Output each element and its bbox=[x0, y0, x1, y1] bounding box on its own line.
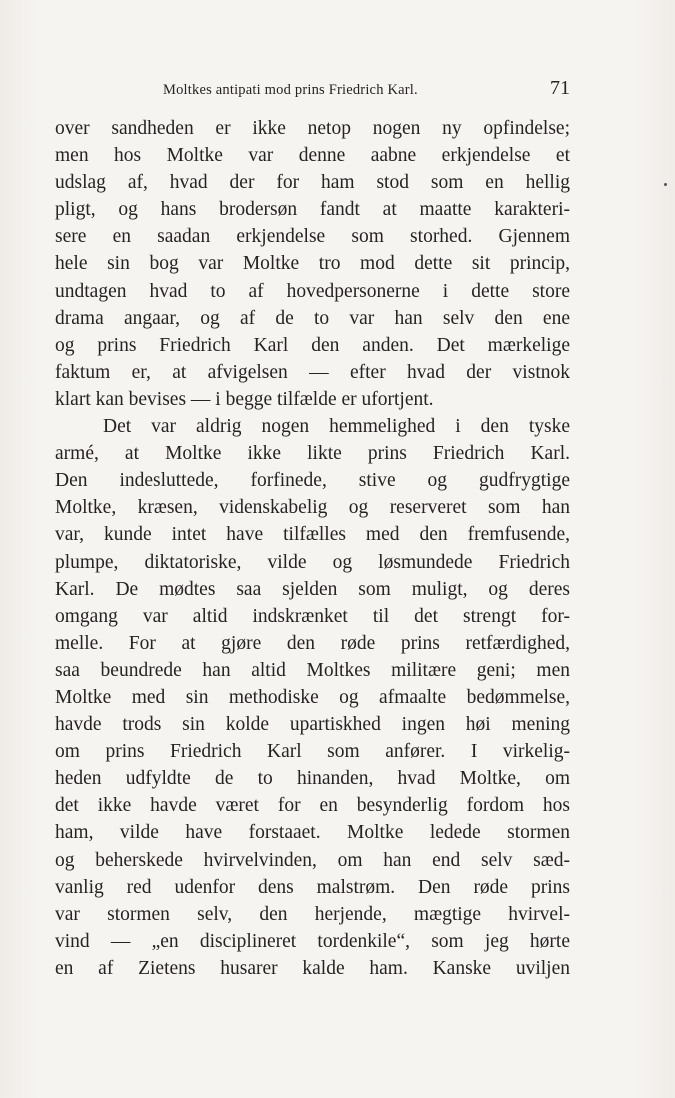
text-line: omgang var altid indskrænket til det strengt for- bbox=[55, 605, 570, 627]
text-line: det ikke havde været for en besynderlig fordom hos bbox=[55, 795, 570, 817]
text-line: drama angaar, og af de to var han selv den ene bbox=[55, 307, 570, 329]
text-line: hele sin bog var Moltke tro mod dette sit princip, bbox=[55, 253, 570, 275]
text-line: udslag af, hvad der for ham stod som en hellig bbox=[55, 172, 570, 194]
page-number: 71 bbox=[550, 77, 570, 99]
text-line: og prins Friedrich Karl den anden. Det mærkelige bbox=[55, 334, 570, 356]
text-line: en af Zietens husarer kalde ham. Kanske uviljen bbox=[55, 957, 570, 979]
text-line: havde trods sin kolde upartiskhed ingen høi mening bbox=[55, 714, 570, 736]
body-text bbox=[55, 115, 570, 982]
text-line: men hos Moltke var denne aabne erkjendelse et bbox=[55, 145, 570, 167]
text-line: plumpe, diktatoriske, vilde og løsmundede Friedrich bbox=[55, 551, 570, 573]
text-line: melle. For at gjøre den røde prins retfærdighed, bbox=[55, 632, 570, 654]
text-line: Moltke med sin methodiske og afmaalte bedømmelse, bbox=[55, 686, 570, 708]
running-head bbox=[55, 78, 570, 104]
text-line: Den indesluttede, forfinede, stive og gudfrygtige bbox=[55, 470, 570, 492]
text-line: og beherskede hvirvelvinden, om han end selv sæd- bbox=[55, 849, 570, 871]
text-line: pligt, og hans brodersøn fandt at maatte karakteri- bbox=[55, 199, 570, 221]
text-line: var, kunde intet have tilfælles med den fremfusende, bbox=[55, 524, 570, 546]
text-line: var stormen selv, den herjende, mægtige hvirvel- bbox=[55, 903, 570, 925]
text-line: armé, at Moltke ikke likte prins Friedrich Karl. bbox=[55, 443, 570, 465]
text-line: vanlig red udenfor dens malstrøm. Den røde prins bbox=[55, 876, 570, 898]
text-line: faktum er, at afvigelsen — efter hvad der vistnok bbox=[55, 361, 570, 383]
text-line: undtagen hvad to af hovedpersonerne i dette store bbox=[55, 280, 570, 302]
text-line: saa beundrede han altid Moltkes militære geni; men bbox=[55, 659, 570, 681]
paragraph-start-line: Det var aldrig nogen hemmelighed i den tyske bbox=[103, 416, 570, 438]
text-line: om prins Friedrich Karl som anfører. I virkelig- bbox=[55, 741, 570, 763]
text-line: over sandheden er ikke netop nogen ny opfindelse; bbox=[55, 118, 570, 139]
margin-speck bbox=[664, 183, 667, 186]
text-line: ham, vilde have forstaaet. Moltke ledede stormen bbox=[55, 822, 570, 844]
text-line: Karl. De mødtes saa sjelden som muligt, og deres bbox=[55, 578, 570, 600]
text-line: sere en saadan erkjendelse som storhed. Gjennem bbox=[55, 226, 570, 248]
text-line: Moltke, kræsen, videnskabelig og reserveret som han bbox=[55, 497, 570, 519]
text-line: heden udfyldte de to hinanden, hvad Moltke, om bbox=[55, 768, 570, 790]
text-line: klart kan bevises — i begge tilfælde er ufortjent. bbox=[55, 388, 434, 410]
text-line: vind — „en disciplineret tordenkile“, som jeg hørte bbox=[55, 930, 570, 952]
running-title: Moltkes antipati mod prins Friedrich Karl. bbox=[163, 82, 418, 98]
